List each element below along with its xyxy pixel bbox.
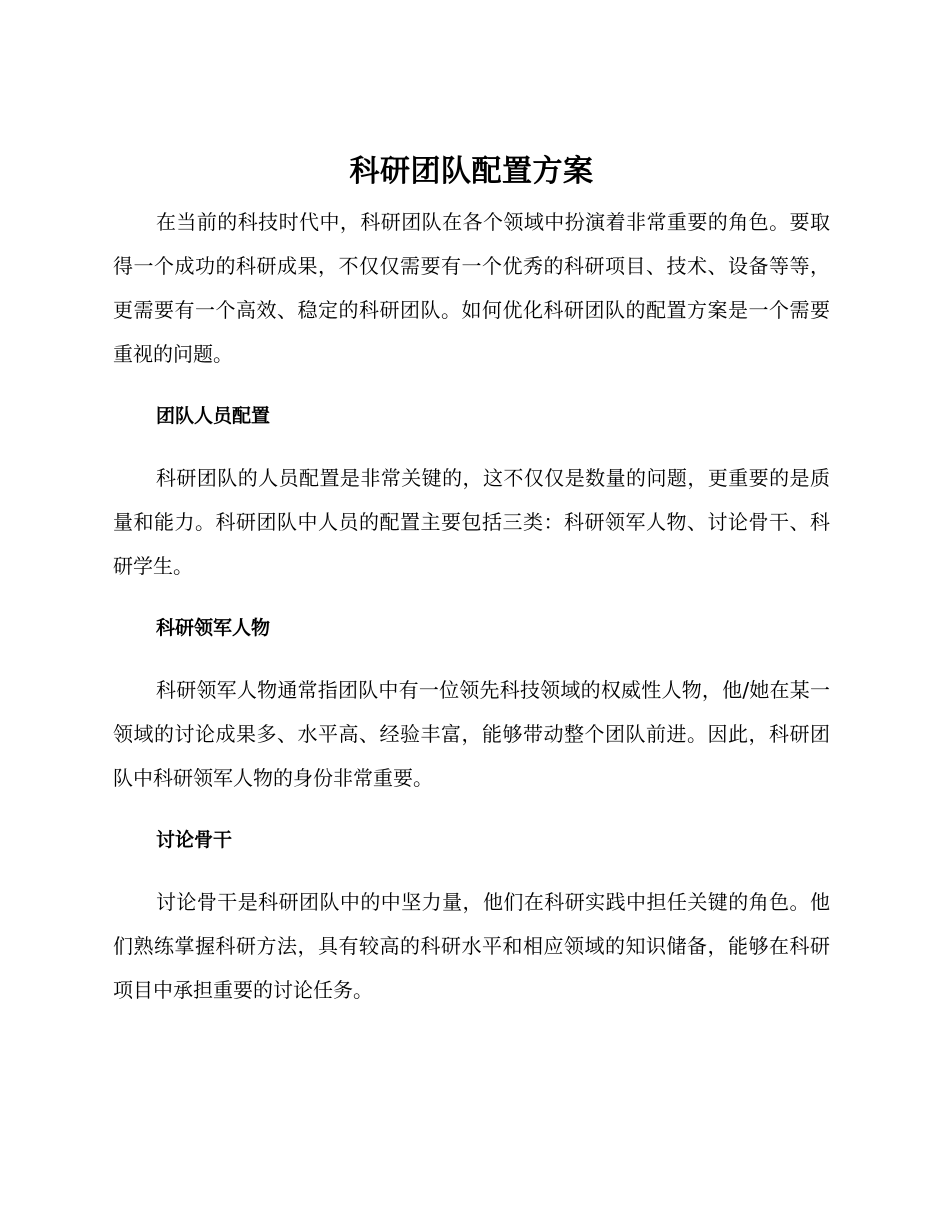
section-heading-research-leader: 科研领军人物 [156, 617, 271, 639]
intro-paragraph: 在当前的科技时代中，科研团队在各个领域中扮演着非常重要的角色。要取得一个成功的科研成果，不仅仅需要有一个优秀的科研项目、技术、设备等等，更需要有一个高效、稳定的科研团队。如何优化科研团队的配置方案是一个需要重视的问题。 [113, 210, 830, 366]
section-body-discussion-backbone: 讨论骨干是科研团队中的中坚力量，他们在科研实践中担任关键的角色。他们熟练掌握科研方法，具有较高的科研水平和相应领域的知识储备，能够在科研项目中承担重要的讨论任务。 [113, 890, 830, 1002]
section-heading-team-staffing: 团队人员配置 [156, 405, 271, 427]
section-body-team-staffing: 科研团队的人员配置是非常关键的，这不仅仅是数量的问题，更重要的是质量和能力。科研团队中人员的配置主要包括三类：科研领军人物、讨论骨干、科研学生。 [113, 466, 830, 578]
section-body-research-leader: 科研领军人物通常指团队中有一位领先科技领域的权威性人物，他/她在某一领域的讨论成果多、水平高、经验丰富，能够带动整个团队前进。因此，科研团队中科研领军人物的身份非常重要。 [113, 678, 830, 790]
section-heading-discussion-backbone: 讨论骨干 [156, 829, 233, 851]
document-page [113, 150, 830, 1012]
document-title: 科研团队配置方案 [349, 154, 594, 189]
